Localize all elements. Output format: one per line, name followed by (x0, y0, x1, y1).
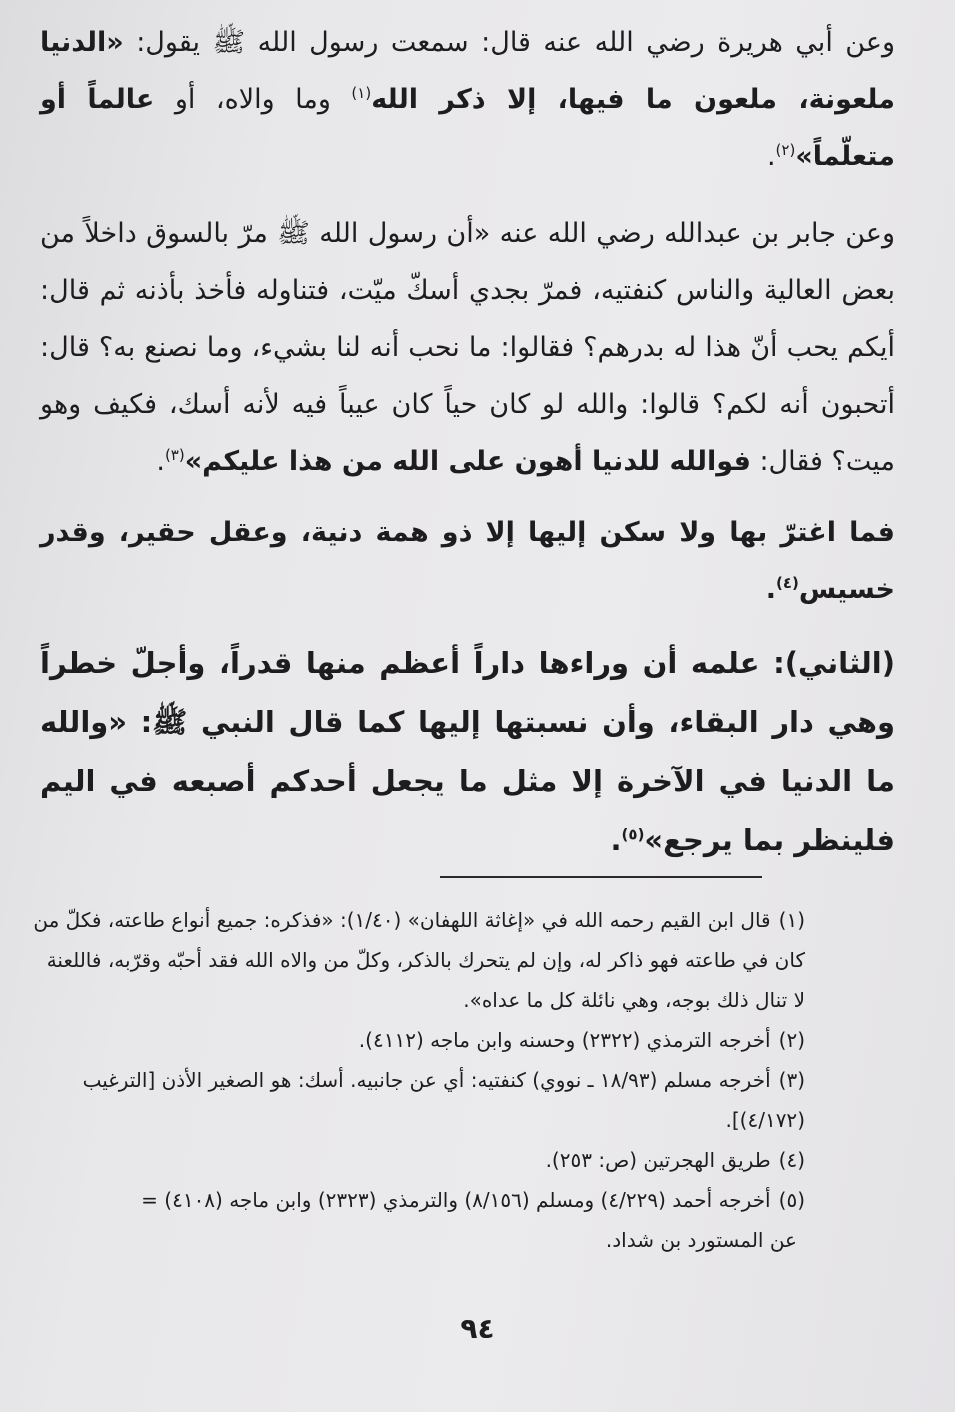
p1-hadith-a: «الدنيا ملعونة، ملعون ما فيها، إلا ذكر الله (40, 27, 895, 115)
footnote-5 (30, 1180, 805, 1220)
p1-intro: وعن أبي هريرة رضي الله عنه قال: سمعت رسول الله ﷺ يقول: (123, 27, 895, 58)
footnote-ref-5[interactable]: (٥) (621, 825, 645, 844)
footnote-number: (٤) (778, 1148, 805, 1172)
footnote-text: أخرجه أحمد (٤/٢٢٩) ومسلم (٨/١٥٦) والترمذي (٢٣٢٣) وابن ماجه (٤١٠٨) = (141, 1188, 771, 1212)
paragraph-conclusion (40, 504, 895, 618)
p3-end: . (765, 574, 776, 605)
p2-end: . (156, 446, 165, 477)
p2-text: وعن جابر بن عبدالله رضي الله عنه «أن رسول الله ﷺ مرّ بالسوق داخلاً من بعض العالية والناس كنفتيه، فمرّ بجدي أسكّ ميّت، فتناوله فأخذ بأذنه ثم قال: أيكم يحب أنّ هذا له بدرهم؟ فقالوا: ما نحب أنه لنا بشيء، وما نصنع به؟ قال: أتحبون أنه لكم؟ قالوا: والله لو كان حياً كان عيباً فيه لأنه أسك، فكيف وهو ميت؟ فقال: (40, 218, 895, 477)
paragraph-abu-hurairah (40, 14, 895, 185)
footnote-5-continued (30, 1220, 805, 1260)
footnote-ref-1[interactable]: (١) (351, 84, 372, 102)
footnote-number: (٣) (778, 1068, 805, 1092)
footnote-2 (30, 1020, 805, 1060)
p2-bold: فوالله للدنيا أهون على الله من هذا عليكم» (184, 446, 751, 477)
footnote-ref-3[interactable]: (٣) (164, 446, 185, 464)
page-number: ٩٤ (460, 1312, 495, 1345)
footnote-number: (٢) (778, 1028, 805, 1052)
footnote-separator (440, 876, 762, 878)
p4-end: . (610, 823, 622, 857)
footnote-1 (30, 900, 805, 1020)
p4-text: (الثاني): علمه أن وراءها داراً أعظم منها قدراً، وأجلّ خطراً وهي دار البقاء، وأن نسبتها إليها كما قال النبي ﷺ: «والله ما الدنيا في الآخرة إلا مثل ما يجعل أحدكم أصبعه في اليم فلينظر بما يرجع» (40, 646, 895, 857)
footnote-3 (30, 1060, 805, 1140)
footnote-text: أخرجه مسلم (١٨/٩٣ ـ نووي) كنفتيه: أي عن جانبيه. أسك: هو الصغير الأذن [الترغيب (٤/١٧٢)]. (82, 1068, 805, 1132)
footnote-number: (١) (778, 908, 805, 932)
footnote-text: قال ابن القيم رحمه الله في «إغاثة اللهفان» (١/٤٠): «فذكره: جميع أنواع طاعته، فكلّ من كان في طاعته فهو ذاكر له، وإن لم يتحرك بالذكر، وكلّ من والاه الله فقد أحبّه وقرّبه، فاللعنة لا تنال ذلك بوجه، وهي نائلة كل ما عداه». (33, 908, 805, 1012)
p1-end: . (766, 141, 776, 172)
p1-hadith-b: عالماً أو متعلّماً» (40, 84, 895, 172)
footnote-text: طريق الهجرتين (ص: ٢٥٣). (545, 1148, 771, 1172)
footnote-ref-4[interactable]: (٤) (776, 574, 799, 592)
footnote-text: عن المستورد بن شداد. (605, 1228, 797, 1252)
footnote-number: (٥) (778, 1188, 805, 1212)
footnotes (30, 900, 805, 1260)
p3-text: فما اغترّ بها ولا سكن إليها إلا ذو همة دنية، وعقل حقير، وقدر خسيس (40, 517, 895, 605)
footnote-4 (30, 1140, 805, 1180)
paragraph-jabir (40, 205, 895, 490)
main-text (40, 14, 895, 870)
p1-middle: وما والاه، أو (154, 84, 352, 115)
footnote-text: أخرجه الترمذي (٢٣٢٢) وحسنه وابن ماجه (٤١١٢). (358, 1028, 771, 1052)
paragraph-second-point (40, 634, 895, 870)
footnote-ref-2[interactable]: (٢) (775, 141, 796, 159)
